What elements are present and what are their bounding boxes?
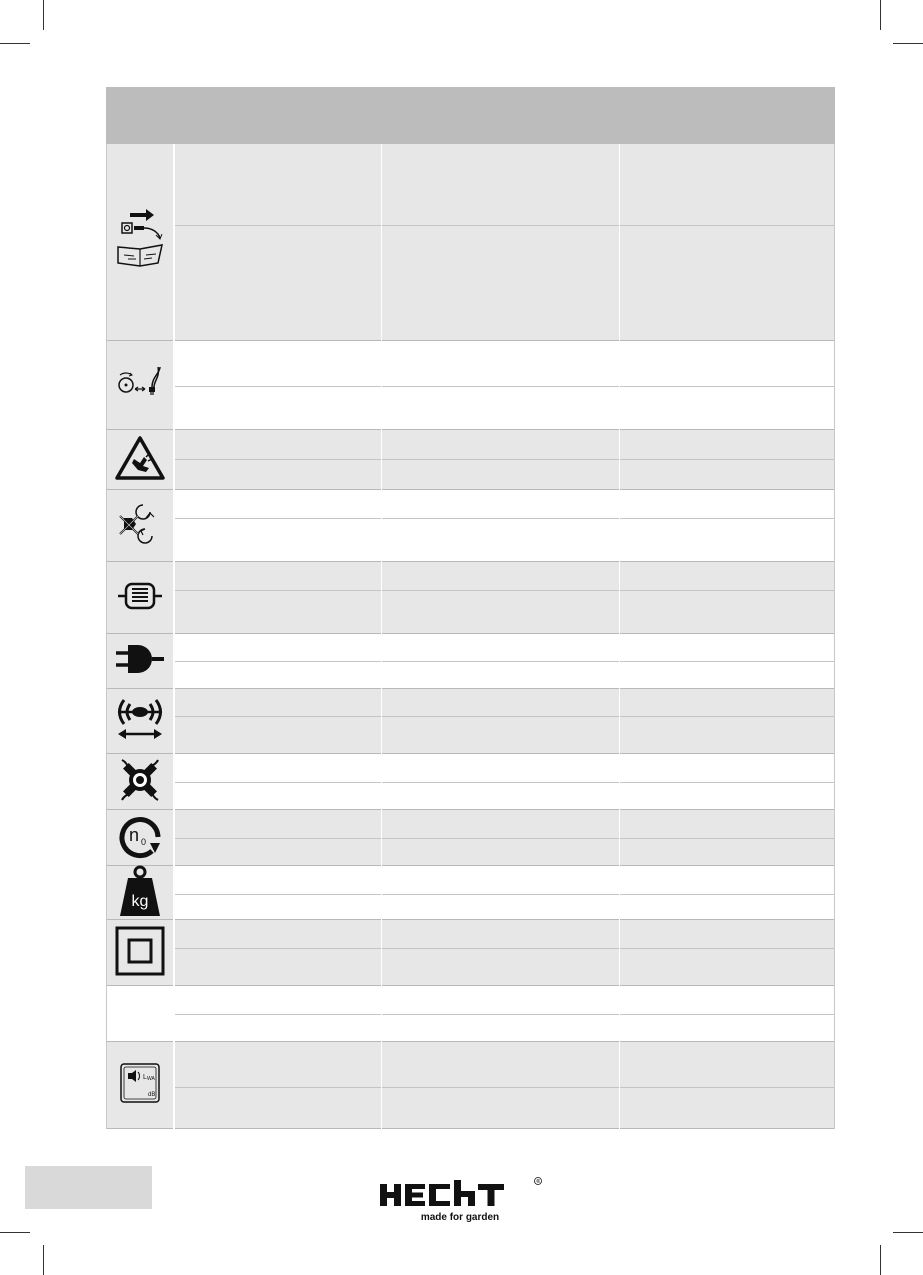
table-cell xyxy=(173,341,381,386)
symbol-cell xyxy=(106,1042,173,1129)
table-cell xyxy=(381,430,619,459)
table-row xyxy=(173,144,835,225)
table-cell xyxy=(381,920,619,948)
table-row xyxy=(173,430,835,459)
table-cell xyxy=(381,689,619,716)
table-row xyxy=(173,661,835,689)
table-row xyxy=(173,838,835,866)
table-cell xyxy=(173,866,381,894)
table-row xyxy=(173,920,835,948)
symbol-cell xyxy=(106,754,173,810)
symbol-cell xyxy=(106,866,173,920)
no-load-speed-icon xyxy=(112,809,168,868)
table-cell xyxy=(381,810,619,838)
group-divider xyxy=(106,1128,835,1129)
table-cell xyxy=(173,661,381,689)
table-cell xyxy=(173,920,381,948)
table-cell xyxy=(173,562,381,590)
row-divider xyxy=(173,518,835,519)
table-row xyxy=(173,1014,835,1042)
svg-text:dB: dB xyxy=(147,1092,155,1098)
table-row xyxy=(173,810,835,838)
blade-rotation-warning-icon xyxy=(112,496,168,557)
table-cell xyxy=(619,866,835,894)
table-cell xyxy=(173,1042,381,1087)
row-divider xyxy=(173,386,835,387)
crop-mark xyxy=(43,1245,44,1275)
table-cell xyxy=(173,716,381,754)
table-cell xyxy=(173,590,381,634)
table-row xyxy=(173,986,835,1014)
symbol-cell xyxy=(106,341,173,430)
crop-mark xyxy=(893,43,923,44)
table-cell xyxy=(619,754,835,782)
table-cell xyxy=(173,386,381,430)
svg-text:kg: kg xyxy=(131,892,148,910)
cutting-blade-icon xyxy=(112,754,168,811)
table-cell xyxy=(619,838,835,866)
table-row xyxy=(173,948,835,986)
table-row xyxy=(173,1042,835,1087)
table-cell xyxy=(173,810,381,838)
row-divider xyxy=(173,661,835,662)
table-row xyxy=(173,634,835,661)
svg-text:L: L xyxy=(142,1074,147,1081)
row-divider xyxy=(173,1087,835,1088)
table-cell xyxy=(173,1014,381,1042)
row-divider xyxy=(173,716,835,717)
table-cell xyxy=(619,716,835,754)
table-edge xyxy=(106,144,107,1129)
column-divider xyxy=(173,144,175,1129)
table-cell xyxy=(381,562,619,590)
row-divider xyxy=(173,894,835,895)
table-cell xyxy=(381,459,619,490)
table-cell xyxy=(381,144,619,225)
column-divider xyxy=(381,144,382,1129)
table-cell xyxy=(619,518,835,562)
logo-tagline: made for garden xyxy=(420,1212,500,1223)
table-row xyxy=(173,590,835,634)
table-row xyxy=(173,866,835,894)
sound-power-level-icon xyxy=(118,1061,162,1110)
row-divider xyxy=(173,782,835,783)
table-cell xyxy=(619,1087,835,1129)
crop-mark xyxy=(0,43,30,44)
table-cell xyxy=(619,986,835,1014)
crop-mark xyxy=(893,1232,923,1233)
double-insulation-icon xyxy=(112,923,168,984)
table-cell xyxy=(619,225,835,341)
table-row xyxy=(173,459,835,490)
table-edge xyxy=(834,144,835,1129)
table-row xyxy=(173,490,835,518)
table-cell xyxy=(619,661,835,689)
registered-mark: ® xyxy=(536,1179,541,1185)
symbol-cell xyxy=(106,986,173,1042)
table-cell xyxy=(173,782,381,810)
table-header xyxy=(106,87,835,144)
hecht-logo xyxy=(378,1176,543,1224)
row-divider xyxy=(173,459,835,460)
table-cell xyxy=(619,562,835,590)
table-cell xyxy=(619,490,835,518)
table-row xyxy=(173,754,835,782)
unplug-and-read-manual-icon xyxy=(112,205,168,280)
symbol-cell xyxy=(106,144,173,341)
table-cell xyxy=(381,948,619,986)
table-cell xyxy=(619,430,835,459)
table-row xyxy=(173,341,835,386)
table-cell xyxy=(173,689,381,716)
symbol-cell xyxy=(106,562,173,634)
table-cell xyxy=(173,634,381,661)
table-cell xyxy=(619,920,835,948)
table-cell xyxy=(173,948,381,986)
table-cell xyxy=(619,948,835,986)
table-cell xyxy=(381,490,619,518)
symbol-cell xyxy=(106,490,173,562)
row-divider xyxy=(173,838,835,839)
table-cell xyxy=(381,838,619,866)
table-cell xyxy=(619,341,835,386)
table-cell xyxy=(381,386,619,430)
table-cell xyxy=(619,1042,835,1087)
row-divider xyxy=(173,225,835,226)
table-cell xyxy=(381,634,619,661)
crop-mark xyxy=(880,1245,881,1275)
table-cell xyxy=(381,866,619,894)
table-row xyxy=(173,689,835,716)
table-cell xyxy=(619,782,835,810)
table-cell xyxy=(381,590,619,634)
symbol-cell xyxy=(106,920,173,986)
table-cell xyxy=(619,590,835,634)
table-row xyxy=(173,562,835,590)
table-cell xyxy=(619,894,835,920)
row-divider xyxy=(173,948,835,949)
table-cell xyxy=(173,1087,381,1129)
table-cell xyxy=(619,689,835,716)
table-cell xyxy=(173,225,381,341)
row-divider xyxy=(173,590,835,591)
table-row xyxy=(173,225,835,341)
column-divider xyxy=(619,144,620,1129)
warning-hand-injury-icon xyxy=(112,433,168,488)
symbol-cell xyxy=(106,634,173,689)
table-cell xyxy=(173,986,381,1014)
svg-text:n: n xyxy=(128,824,139,845)
table-cell xyxy=(381,894,619,920)
svg-text:0: 0 xyxy=(140,836,146,847)
table-cell xyxy=(381,782,619,810)
table-cell xyxy=(381,518,619,562)
symbol-cell xyxy=(106,689,173,754)
cutting-width-icon xyxy=(112,694,168,749)
table-cell xyxy=(173,518,381,562)
table-cell xyxy=(381,716,619,754)
table-cell xyxy=(173,459,381,490)
table-cell xyxy=(619,459,835,490)
table-cell xyxy=(381,1042,619,1087)
crop-mark xyxy=(43,0,44,30)
blade-distance-cable-icon xyxy=(112,363,168,408)
table-cell xyxy=(619,1014,835,1042)
motor-icon xyxy=(112,576,168,621)
table-row xyxy=(173,894,835,920)
table-cell xyxy=(173,430,381,459)
table-row xyxy=(173,782,835,810)
table-cell xyxy=(173,144,381,225)
table-cell xyxy=(381,1014,619,1042)
weight-icon xyxy=(112,864,168,923)
row-divider xyxy=(173,1014,835,1015)
table-cell xyxy=(173,490,381,518)
table-row xyxy=(173,386,835,430)
crop-mark xyxy=(0,1232,30,1233)
symbol-cell xyxy=(106,810,173,866)
page-number-box xyxy=(25,1166,152,1209)
crop-mark xyxy=(880,0,881,30)
table-row xyxy=(173,1087,835,1129)
table-cell xyxy=(381,341,619,386)
table-cell xyxy=(619,810,835,838)
table-cell xyxy=(381,754,619,782)
table-cell xyxy=(619,386,835,430)
table-cell xyxy=(619,634,835,661)
table-cell xyxy=(173,838,381,866)
symbol-cell xyxy=(106,430,173,490)
table-cell xyxy=(381,1087,619,1129)
table-row xyxy=(173,716,835,754)
table-cell xyxy=(381,986,619,1014)
table-cell xyxy=(619,144,835,225)
table-cell xyxy=(173,754,381,782)
table-row xyxy=(173,518,835,562)
svg-text:WA: WA xyxy=(146,1076,155,1082)
table-cell xyxy=(381,661,619,689)
table-cell xyxy=(173,894,381,920)
power-plug-icon xyxy=(112,639,168,684)
table-cell xyxy=(381,225,619,341)
